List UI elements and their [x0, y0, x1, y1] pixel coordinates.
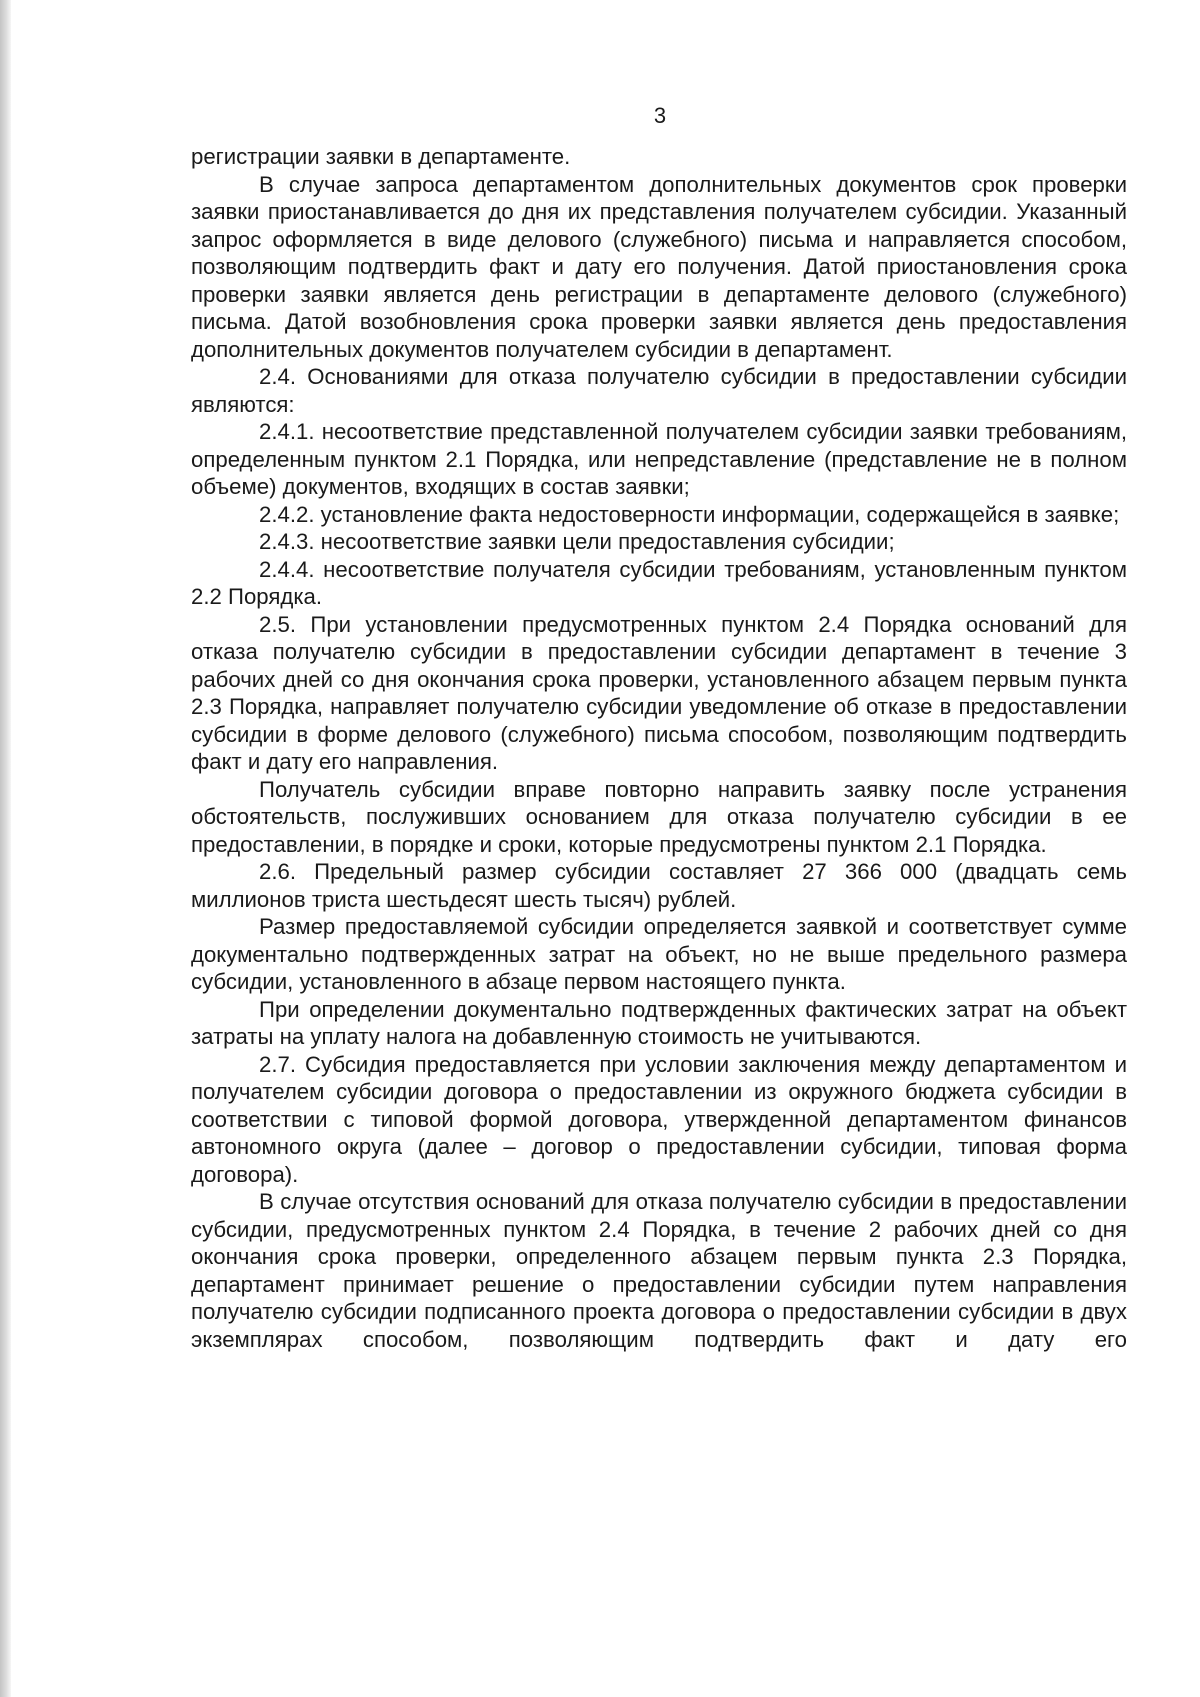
document-body	[191, 143, 1127, 1353]
paragraph-2-4-1: 2.4.1. несоответствие представленной получателем субсидии заявки требованиям, определенным пунктом 2.1 Порядка, или непредставление (представление не в полном объеме) документов, входящих в состав заявки;	[191, 419, 1127, 499]
paragraph-repeat-application: Получатель субсидии вправе повторно направить заявку после устранения обстоятельств, послуживших основанием для отказа получателю субсидии в ее предоставлении, в порядке и сроки, которые предусмотрены пунктом 2.1 Порядка.	[191, 776, 1127, 857]
paragraph-continuation: регистрации заявки в департаменте.	[191, 144, 571, 169]
paragraph-2-4-3: 2.4.3. несоответствие заявки цели предоставления субсидии;	[259, 529, 895, 554]
paragraph-2-5: 2.5. При установлении предусмотренных пунктом 2.4 Порядка оснований для отказа получателю субсидии в предоставлении субсидии департамент в течение 3 рабочих дней со дня окончания срока проверки, установленного абзацем первым пункта 2.3 Порядка, направляет получателю субсидии уведомление об отказе в предоставлении субсидии в форме делового (служебного) письма способом, позволяющим подтвердить факт и дату его направления.	[191, 611, 1127, 774]
paragraph-2-7: 2.7. Субсидия предоставляется при условии заключения между департаментом и получателем субсидии договора о предоставлении из окружного бюджета субсидии в соответствии с типовой формой договора, утвержденной департаментом финансов автономного округа (далее – договор о предоставлении субсидии, типовая форма договора).	[191, 1051, 1127, 1187]
paragraph-subsidy-size: Размер предоставляемой субсидии определяется заявкой и соответствует сумме документально подтвержденных затрат на объект, но не выше предельного размера субсидии, установленного в абзаце первом настоящего пункта.	[191, 914, 1127, 994]
page-number: 3	[653, 103, 667, 128]
paragraph-no-refusal-grounds: В случае отсутствия оснований для отказа получателю субсидии в предоставлении субсидии, предусмотренных пунктом 2.4 Порядка, в течение 2 рабочих дней со дня окончания срока проверки, определенного абзацем первым пункта 2.3 Порядка, департамент принимает решение о предоставлении субсидии путем направления получателю субсидии подписанного проекта договора о предоставлении субсидии в двух экземплярах способом, позволяющим подтвердить факт и дату его	[191, 1189, 1127, 1352]
paragraph-vat-exclusion: При определении документально подтвержденных фактических затрат на объект затраты на уплату налога на добавленную стоимость не учитываются.	[191, 996, 1127, 1049]
paragraph-2-4-4: 2.4.4. несоответствие получателя субсидии требованиям, установленным пунктом 2.2 Порядка.	[191, 556, 1127, 609]
paragraph-2-4: 2.4. Основаниями для отказа получателю субсидии в предоставлении субсидии являются:	[191, 364, 1127, 417]
paragraph-2-6: 2.6. Предельный размер субсидии составляет 27 366 000 (двадцать семь миллионов триста шестьдесят шесть тысяч) рублей.	[191, 859, 1127, 912]
paragraph-2-4-2: 2.4.2. установление факта недостоверности информации, содержащейся в заявке;	[259, 501, 1120, 527]
paragraph-additional-documents-request: В случае запроса департаментом дополнительных документов срок проверки заявки приостанавливается до дня их представления получателем субсидии. Указанный запрос оформляется в виде делового (служебного) письма и направляется способом, позволяющим подтвердить факт и дату его получения. Датой приостановления срока проверки заявки является день регистрации в департаменте делового (служебного) письма. Датой возобновления срока проверки заявки является день предоставления дополнительных документов получателем субсидии в департамент.	[191, 171, 1127, 362]
